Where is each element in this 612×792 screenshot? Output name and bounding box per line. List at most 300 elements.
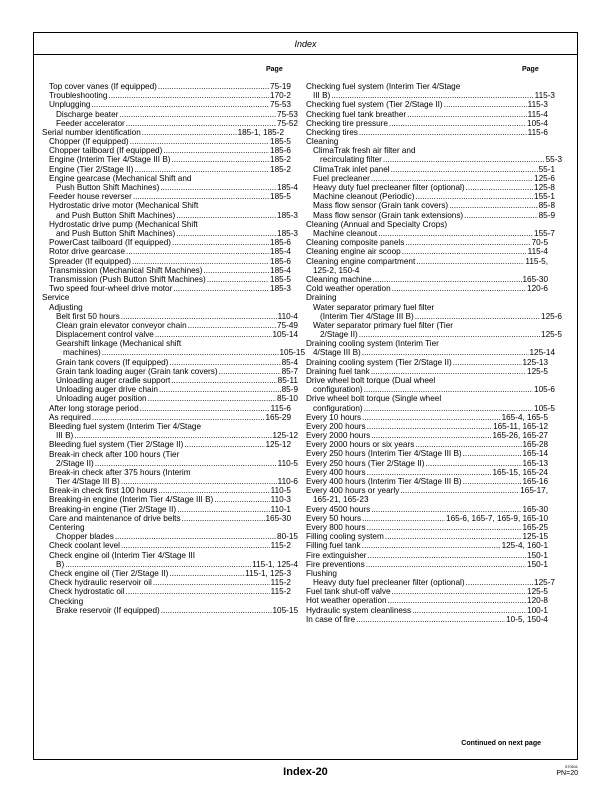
index-entry <box>306 606 548 615</box>
dot-leader <box>331 91 533 100</box>
entry-page: 125-5 <box>541 330 562 340</box>
index-entry <box>42 348 305 357</box>
entry-text: configuration) <box>313 385 363 395</box>
entry-page: 85-4 <box>281 357 298 367</box>
dot-leader <box>362 413 500 422</box>
entry-page: 110-5 <box>277 458 298 468</box>
index-entry <box>306 247 548 256</box>
index-entry <box>42 165 291 174</box>
entry-page: 110-4 <box>277 311 298 321</box>
index-entry <box>42 91 291 100</box>
dot-leader <box>356 615 505 624</box>
entry-text: Filling cooling system <box>306 532 384 542</box>
entry-page: 75-52 <box>277 118 298 128</box>
entry-page: 165-11, 165-12 <box>493 421 548 431</box>
entry-text: Every 50 hours <box>306 513 362 523</box>
entry-text: and Push Button Shift Machines) <box>56 229 176 238</box>
entry-text: Cleaning machine <box>306 274 372 284</box>
index-entry <box>306 505 548 514</box>
index-entry <box>306 376 548 385</box>
entry-text: Heavy duty fuel precleaner filter (optional) <box>313 578 465 588</box>
index-entry <box>306 615 548 624</box>
entry-text: Cleaning engine compartment <box>306 256 416 266</box>
entry-page: 105-5 <box>534 403 555 413</box>
dot-leader <box>407 110 527 119</box>
entry-page: 185-5 <box>270 192 291 202</box>
dot-leader <box>415 312 540 321</box>
entry-text: Bleeding fuel system (Interim Tier 4/Stage <box>49 421 201 431</box>
index-entry <box>306 495 548 504</box>
entry-text: Top cover vanes (If equipped) <box>49 82 157 91</box>
entry-text: Every 250 hours (Tier 2/Stage II) <box>306 458 425 468</box>
entry-page: 75-53 <box>270 100 291 110</box>
entry-page: 165-30 <box>522 504 548 514</box>
entry-page: 185-2 <box>270 155 291 165</box>
index-entry <box>306 183 555 192</box>
index-entry <box>306 201 555 210</box>
index-entry <box>42 211 298 220</box>
dot-leader <box>188 321 276 330</box>
dot-leader <box>155 330 272 339</box>
footer-pn: PN=20 <box>556 770 578 777</box>
entry-text: Checking fuel system (Interim Tier 4/Stage <box>306 82 461 91</box>
index-entry <box>42 238 291 247</box>
entry-text: 2/Stage II) <box>56 458 94 468</box>
index-entry <box>306 486 548 495</box>
index-entry <box>42 404 291 413</box>
dot-leader <box>207 275 269 284</box>
entry-text: 125-2, 150-4 <box>313 265 360 275</box>
dot-leader <box>102 348 279 357</box>
dot-leader <box>172 156 270 165</box>
dot-leader <box>366 560 526 569</box>
dot-leader <box>169 569 244 578</box>
dot-leader <box>214 495 269 504</box>
entry-text: Rotor drive gearcase <box>49 247 125 257</box>
entry-page: 165-14 <box>522 449 548 459</box>
dot-leader <box>412 606 526 615</box>
entry-text: recirculating filter <box>320 155 382 165</box>
entry-text: Heavy duty fuel precleaner filter (optional) <box>313 183 465 193</box>
entry-page: 185-2 <box>270 164 291 174</box>
entry-text: Draining cooling system (Tier 2/Stage II) <box>306 357 452 367</box>
dot-leader <box>176 211 276 220</box>
index-entry <box>306 238 548 247</box>
entry-text: Engine gearcase (Mechanical Shift and <box>49 173 192 183</box>
entry-text: Every 4500 hours <box>306 504 371 514</box>
entry-text: Mass flow sensor (Grain tank extensions) <box>313 210 464 220</box>
entry-text: Centering <box>49 523 85 532</box>
dot-leader <box>126 119 276 128</box>
index-entry <box>306 266 548 275</box>
entry-page: 10-5, 150-4 <box>506 614 548 624</box>
dot-leader <box>126 247 269 256</box>
entry-text: Checking fuel tank breather <box>306 109 407 119</box>
entry-page: 185-3 <box>270 284 291 294</box>
index-entry <box>306 450 548 459</box>
entry-page: 75-19 <box>270 82 291 91</box>
entry-page: 155-7 <box>534 229 555 238</box>
entry-text: Drive wheel bolt torque (Single wheel <box>306 394 442 404</box>
index-entry <box>306 321 548 330</box>
index-entry <box>306 560 548 569</box>
index-entry <box>306 220 548 229</box>
dot-leader <box>184 440 264 449</box>
index-entry <box>42 431 298 440</box>
index-entry <box>42 394 298 403</box>
index-entry <box>42 569 291 578</box>
dot-leader <box>378 229 533 238</box>
dot-leader <box>371 431 491 440</box>
entry-text: Filling fuel tank <box>306 541 361 551</box>
index-entry <box>306 257 548 266</box>
dot-leader <box>463 477 522 486</box>
dot-leader <box>140 404 270 413</box>
entry-page: 85-9 <box>281 385 298 395</box>
entry-text: Every 2000 hours <box>306 431 371 441</box>
entry-text: Troubleshooting <box>49 91 108 101</box>
entry-text: 165-21, 165-23 <box>313 495 369 505</box>
entry-text: Engine (Tier 2/Stage II) <box>49 164 134 174</box>
index-entry <box>42 229 298 238</box>
index-entry <box>306 275 548 284</box>
index-entry <box>306 192 555 201</box>
dot-leader <box>368 551 527 560</box>
index-entry <box>306 156 562 165</box>
entry-page: 185-5 <box>270 137 291 147</box>
entry-text: 2/Stage II) <box>320 330 358 340</box>
index-entry <box>42 358 298 367</box>
entry-text: Serial number identification <box>42 127 141 137</box>
entry-text: Hydraulic system cleanliness <box>306 605 412 615</box>
entry-page: 105-14 <box>272 330 298 340</box>
dot-leader <box>158 486 269 495</box>
entry-text: In case of fire <box>306 614 356 624</box>
continued-note: Continued on next page <box>461 740 541 747</box>
dot-leader <box>133 192 269 201</box>
entry-page: 120-8 <box>527 596 548 606</box>
entry-page: 185-5 <box>270 274 291 284</box>
dot-leader <box>415 440 521 449</box>
entry-text: Break-in check after 100 hours (Tier <box>49 449 180 459</box>
entry-page: 115-2 <box>270 587 291 597</box>
index-entry <box>42 413 291 422</box>
index-entry <box>42 339 284 348</box>
index-entry <box>42 532 298 541</box>
index-entry <box>42 440 291 449</box>
entry-text: Every 400 hours (Interim Tier 4/Stage III B) <box>306 477 462 487</box>
index-entry <box>306 110 548 119</box>
entry-text: Draining cooling system (Interim Tier <box>306 339 439 349</box>
entry-page: 105-15 <box>272 605 298 615</box>
index-entry <box>306 100 548 109</box>
index-entry <box>42 275 291 284</box>
page-footer <box>33 762 578 786</box>
dot-leader <box>383 156 545 165</box>
entry-text: Draining <box>306 293 337 303</box>
index-entry <box>42 385 298 394</box>
dot-leader <box>466 183 534 192</box>
entry-text: Check coolant level <box>49 541 120 551</box>
entry-page: 110-6 <box>277 477 298 487</box>
entry-page: 125-4, 160-1 <box>501 541 548 551</box>
entry-text: Mass flow sensor (Grain tank covers) <box>313 201 449 211</box>
entry-page: 125-6 <box>541 311 562 321</box>
entry-text: Feeder accelerator <box>56 118 125 128</box>
index-entry <box>42 137 291 146</box>
entry-text: Every 800 hours <box>306 523 366 532</box>
entry-text: Hydrostatic drive motor (Mechanical Shift <box>49 201 199 211</box>
index-entry <box>42 293 284 302</box>
entry-page: 165-25 <box>522 523 548 532</box>
entry-text: Check engine oil (Interim Tier 4/Stage III <box>49 550 196 560</box>
dot-leader <box>142 128 237 137</box>
dot-leader <box>173 284 269 293</box>
dot-leader <box>367 468 492 477</box>
entry-text: Hot weather operation <box>306 596 387 606</box>
entry-page: 155-1 <box>534 192 555 202</box>
dot-leader <box>466 578 534 587</box>
dot-leader <box>449 201 537 210</box>
entry-page: 185-1, 185-2 <box>237 127 284 137</box>
index-entry <box>306 174 555 183</box>
entry-page: 185-3 <box>277 210 298 220</box>
entry-page: 125-12 <box>272 431 298 441</box>
dot-leader <box>391 165 538 174</box>
dot-leader <box>219 367 281 376</box>
dot-leader <box>130 137 269 146</box>
entry-text: Transmission (Mechanical Shift Machines) <box>49 265 203 275</box>
index-entry <box>306 82 548 91</box>
index-entry <box>42 128 284 137</box>
entry-text: Care and maintenance of drive belts <box>49 513 181 523</box>
index-entry <box>306 385 555 394</box>
entry-text: Clean grain elevator conveyor chain <box>56 320 187 330</box>
dot-leader <box>362 514 445 523</box>
entry-text: B) <box>56 559 65 569</box>
index-entry <box>306 165 555 174</box>
dot-leader <box>415 192 533 201</box>
dot-leader <box>402 247 527 256</box>
footer-page-number: Index-20 <box>283 766 328 778</box>
dot-leader <box>91 100 269 109</box>
index-entry <box>306 541 548 550</box>
dot-leader <box>371 367 526 376</box>
index-entry <box>306 330 562 339</box>
entry-text: Bleeding fuel system (Tier 2/Stage II) <box>49 440 184 450</box>
entry-page: 165-4, 165-5 <box>501 412 548 422</box>
index-entry <box>306 431 548 440</box>
entry-text: Machine cleanout <box>313 229 378 238</box>
page-column-label-right: Page <box>522 66 539 73</box>
entry-text: Fuel precleaner <box>313 173 370 183</box>
index-entry <box>306 468 548 477</box>
entry-page: 80-15 <box>277 532 298 542</box>
entry-text: Chopper blades <box>56 532 114 542</box>
dot-leader <box>108 91 269 100</box>
entry-text: Cold weather operation <box>306 284 391 294</box>
entry-text: Checking tires <box>306 127 358 137</box>
index-entry <box>42 505 291 514</box>
index-entry <box>42 247 291 256</box>
entry-text: and Push Button Shift Machines) <box>56 210 176 220</box>
entry-page: 125-5 <box>527 366 548 376</box>
entry-text: After long storage period <box>49 403 139 413</box>
entry-text: Gearshift linkage (Mechanical shift <box>56 339 182 349</box>
index-entry <box>306 348 555 357</box>
entry-page: 125-12 <box>265 440 291 450</box>
entry-page: 185-6 <box>270 146 291 156</box>
dot-leader <box>182 514 265 523</box>
entry-text: Checking tire pressure <box>306 118 388 128</box>
entry-text: Cleaning <box>306 137 339 147</box>
dot-leader <box>359 128 527 137</box>
entry-text: III B) <box>313 91 331 101</box>
index-entry <box>306 597 548 606</box>
entry-page: 185-4 <box>270 247 291 257</box>
index-entry <box>42 560 298 569</box>
entry-page: 75-49 <box>277 320 298 330</box>
dot-leader <box>405 238 530 247</box>
index-entry <box>306 477 548 486</box>
entry-text: PowerCast tailboard (If equipped) <box>49 238 171 248</box>
entry-text: Break-in check first 100 hours <box>49 486 158 496</box>
index-entry <box>42 376 298 385</box>
index-entry <box>306 137 548 146</box>
index-entry <box>42 146 291 155</box>
dot-leader <box>362 541 501 550</box>
entry-page: 125-8 <box>534 183 555 193</box>
dot-leader <box>159 385 281 394</box>
entry-page: 100-1 <box>527 605 548 615</box>
dot-leader <box>169 358 280 367</box>
entry-text: Spreader (If equipped) <box>49 256 131 266</box>
entry-page: 185-4 <box>270 265 291 275</box>
entry-page: 185-3 <box>277 229 298 238</box>
index-entry <box>42 312 298 321</box>
index-entry <box>42 422 284 431</box>
index-entry <box>42 495 291 504</box>
entry-text: configuration) <box>313 403 363 413</box>
entry-text: Feeder house reverser <box>49 192 132 202</box>
entry-page: 125-6 <box>534 173 555 183</box>
entry-page: 55-3 <box>545 155 562 165</box>
index-entry <box>42 266 291 275</box>
entry-page: 165-26, 165-27 <box>492 431 548 441</box>
dot-leader <box>132 257 269 266</box>
index-entry <box>42 587 291 596</box>
index-entry <box>306 440 548 449</box>
index-entry <box>306 587 548 596</box>
entry-page: 85-7 <box>281 366 298 376</box>
entry-page: 120-6 <box>527 284 548 294</box>
entry-page: 85-11 <box>277 376 298 385</box>
entry-page: 165-16 <box>522 477 548 487</box>
index-entry <box>306 523 548 532</box>
dot-leader <box>148 394 276 403</box>
entry-page: 105-4 <box>527 118 548 128</box>
entry-text: Checking fuel system (Tier 2/Stage II) <box>306 100 443 110</box>
entry-text: Fire extinguisher <box>306 550 367 560</box>
entry-text: Check hydraulic reservoir oil <box>49 578 152 588</box>
dot-leader <box>373 275 522 284</box>
index-entry <box>306 293 548 302</box>
entry-page: 165-13 <box>522 458 548 468</box>
entry-page: 85-8 <box>538 201 555 211</box>
entry-text: Cleaning (Annual and Specialty Crops) <box>306 219 448 229</box>
entry-page: 125-7 <box>534 578 555 588</box>
entry-page: 110-1 <box>270 504 291 514</box>
index-entry <box>306 422 548 431</box>
index-entry <box>42 156 291 165</box>
dot-leader <box>364 385 533 394</box>
index-entry <box>306 146 548 155</box>
dot-leader <box>425 459 521 468</box>
index-entry <box>42 119 298 128</box>
index-entry <box>42 468 284 477</box>
entry-text: Discharge beater <box>56 109 119 119</box>
entry-page: 185-4 <box>277 183 298 193</box>
index-entry <box>306 211 555 220</box>
entry-page: 165-15, 165-24 <box>492 467 548 477</box>
dot-leader <box>163 146 269 155</box>
entry-page: 115-4 <box>527 109 548 119</box>
index-entry <box>306 128 548 137</box>
entry-text: Adjusting <box>49 302 83 312</box>
entry-page: 115-1, 125-4 <box>252 559 298 569</box>
entry-page: 115-2 <box>270 541 291 551</box>
index-entry <box>306 459 548 468</box>
entry-text: Every 200 hours <box>306 421 366 431</box>
entry-text: Displacement control valve <box>56 330 154 340</box>
dot-leader <box>177 505 270 514</box>
entry-text: Flushing <box>306 568 337 578</box>
entry-page: 125-13 <box>522 357 548 367</box>
index-entry <box>306 229 555 238</box>
dot-leader <box>65 560 251 569</box>
header-rule <box>34 54 577 55</box>
entry-text: Draining fuel tank <box>306 366 370 376</box>
entry-text: Hydrostatic drive pump (Mechanical Shift <box>49 219 198 229</box>
entry-text: ClimaTrak fresh air filter and <box>313 146 416 156</box>
entry-text: Unloading auger cradle support <box>56 376 171 385</box>
entry-page: 75-53 <box>277 109 298 119</box>
index-entry <box>42 201 284 210</box>
entry-text: Every 10 hours <box>306 412 362 422</box>
entry-page: 185-6 <box>270 256 291 266</box>
page-column-label-left: Page <box>266 66 283 73</box>
entry-text: Belt first 50 hours <box>56 311 120 321</box>
entry-page: 115-6 <box>270 403 291 413</box>
dot-leader <box>385 532 522 541</box>
entry-page: 115-3 <box>534 91 555 101</box>
index-column-left <box>42 82 305 615</box>
index-entry <box>42 578 291 587</box>
entry-text: Unloading auger position <box>56 394 147 404</box>
entry-page: 115-4 <box>527 247 548 257</box>
entry-page: 125-14 <box>529 348 555 358</box>
page-header <box>34 34 577 54</box>
entry-text: 4/Stage III B) <box>313 348 361 358</box>
dot-leader <box>172 238 269 247</box>
entry-text: ClimaTrak inlet panel <box>313 164 390 174</box>
entry-page: 170-2 <box>270 91 291 101</box>
dot-leader <box>444 100 527 109</box>
dot-leader <box>400 486 519 495</box>
dot-leader <box>364 404 533 413</box>
dot-leader <box>464 211 537 220</box>
entry-text: Check hydrostatic oil <box>49 587 125 597</box>
